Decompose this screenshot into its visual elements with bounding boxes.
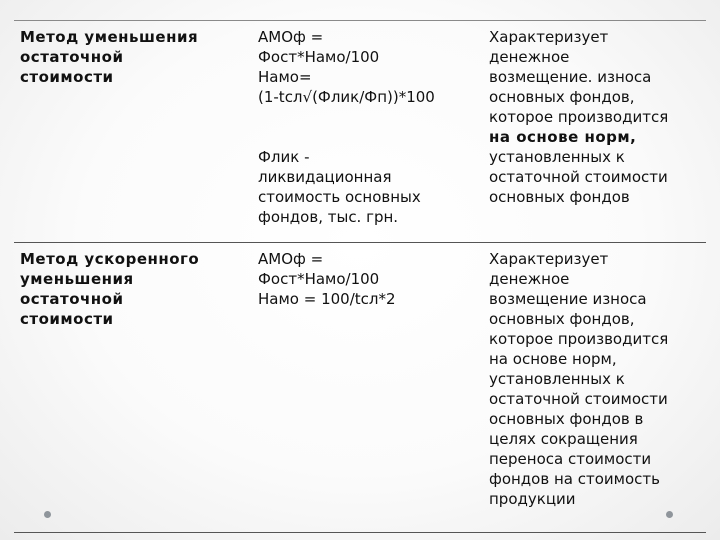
formula-spacer <box>258 127 471 147</box>
formula-spacer <box>258 107 471 127</box>
description-line: остаточной стоимости <box>489 168 668 186</box>
formula-line: АМОф = <box>258 28 324 46</box>
description-line: Характеризует <box>489 250 609 268</box>
description-line: установленных к <box>489 148 625 166</box>
left-dot-icon <box>44 511 51 518</box>
description-line: возмещение износа <box>489 290 647 308</box>
formula-note-line: стоимость основных <box>258 188 421 206</box>
formula-line: АМОф = <box>258 250 324 268</box>
method-name-line: остаточной <box>20 290 124 308</box>
description-bold-line: на основе норм, <box>489 128 637 146</box>
description-line: основных фондов, <box>489 88 635 106</box>
description-line: возмещение. износа <box>489 68 652 86</box>
description-cell <box>477 21 706 243</box>
depreciation-methods-table <box>14 20 706 533</box>
formula-note-line: ликвидационная <box>258 168 392 186</box>
method-name-line: стоимости <box>20 68 114 86</box>
method-name-cell <box>14 243 241 533</box>
method-name-cell <box>14 21 241 243</box>
formula-line: (1-tсл√(Флик/Фп))*100 <box>258 88 435 106</box>
description-line: основных фондов <box>489 188 630 206</box>
right-dot-icon <box>666 511 673 518</box>
description-line: денежное <box>489 270 570 288</box>
formula-line: Фост*Намо/100 <box>258 270 380 288</box>
description-line: которое производится <box>489 108 669 126</box>
formula-note-line: Флик - <box>258 148 310 166</box>
description-line: продукции <box>489 490 576 508</box>
description-line: основных фондов, <box>489 310 635 328</box>
formula-note-line: фондов, тыс. грн. <box>258 208 399 226</box>
formula-cell <box>241 21 477 243</box>
description-line: денежное <box>489 48 570 66</box>
description-line: которое производится <box>489 330 669 348</box>
description-cell <box>477 243 706 533</box>
description-line: Характеризует <box>489 28 609 46</box>
description-line: остаточной стоимости <box>489 390 668 408</box>
method-name-line: Метод уменьшения <box>20 28 199 46</box>
description-line: переноса стоимости <box>489 450 652 468</box>
method-name-line: остаточной <box>20 48 124 66</box>
method-name-line: стоимости <box>20 310 114 328</box>
formula-line: Намо = 100/tсл*2 <box>258 290 396 308</box>
table-row <box>14 243 706 533</box>
description-line: установленных к <box>489 370 625 388</box>
formula-line: Фост*Намо/100 <box>258 48 380 66</box>
table-row <box>14 21 706 243</box>
description-line: фондов на стоимость <box>489 470 660 488</box>
formula-line: Намо= <box>258 68 312 86</box>
description-line: целях сокращения <box>489 430 638 448</box>
method-name-line: Метод ускоренного <box>20 250 200 268</box>
description-line: на основе норм, <box>489 350 617 368</box>
formula-cell <box>241 243 477 533</box>
description-line: основных фондов в <box>489 410 644 428</box>
method-name-line: уменьшения <box>20 270 134 288</box>
